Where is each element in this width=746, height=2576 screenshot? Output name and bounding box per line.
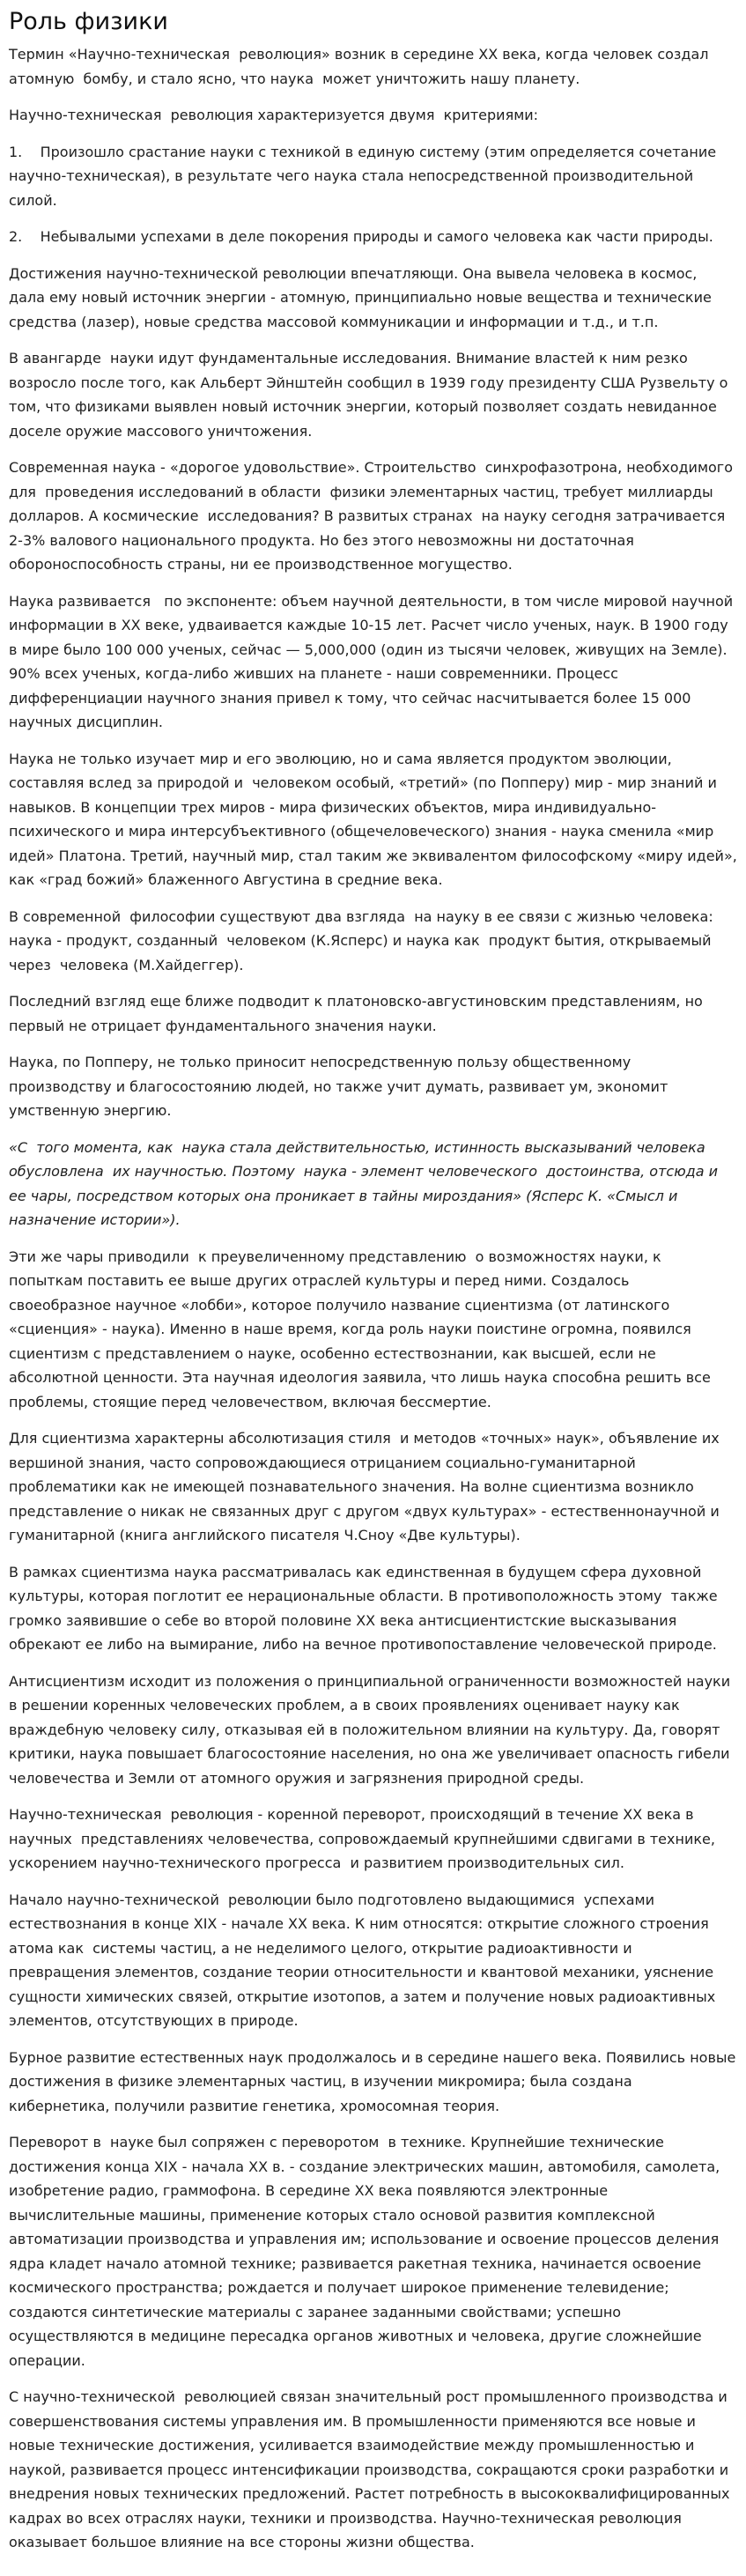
paragraph: Эти же чары приводили к преувеличенному представлению о возможностях науки, к попыткам поставить ее выше других отраслей культуры и перед ними. Создалось своеобразное научное «лобби», которое получило название сциентизма (от латинского «сциенция» - наука). Именно в наше время, когда роль науки поистине огромна, появился сциентизм с представлением о науке, особенно естествознании, как высшей, если не абсолютной ценности. Эта научная идеология заявила, что лишь наука способна решить все проблемы, стоящие перед человечеством, включая бессмертие. xyxy=(9,1247,715,1410)
paragraph: Наука развивается по экспоненте: объем научной деятельности, в том числе мировой научной информации в ХХ веке, удваивается каждые 10-15 лет. Расчет число ученых, наук. В 1900 году в мире было 100 000 ученых, сейчас — 5,000,000 (один из тысячи человек, живущих на Земле). 90% всех ученых, когда-либо живших на планете - наши современники. Процесс дифференциации научного знания привел к тому, что сейчас насчитывается более 15 000 научных дисциплин. xyxy=(9,592,738,730)
paragraph: В авангарде науки идут фундаментальные исследования. Внимание властей к ним резко возросло после того, как Альберт Эйнштейн сообщил в 1939 году президенту США Рузвельту о том, что физиками выявлен новый источник энергии, который позволяет создать невиданное доселе оружие массового уничтожения. xyxy=(9,350,733,440)
article-body xyxy=(9,42,742,2555)
paragraph: 2. Небывалыми успехами в деле покорения природы и самого человека как части природы. xyxy=(9,228,713,245)
paragraph: 1. Произошло срастание науки с техникой в единую систему (этим определяется сочетание научно-техническая), в результате чего наука стала непосредственной производительной силой. xyxy=(9,143,721,209)
paragraph: В современной философии существуют два взгляда на науку в ее связи с жизнью человека: наука - продукт, созданный человеком (К.Ясперс) и наука как продукт бытия, открываемый через человека (М.Хайдеггер). xyxy=(9,907,718,973)
paragraph: Современная наука - «дорогое удовольствие». Строительство синхрофазотрона, необходимого для проведения исследований в области физики элементарных частиц, требует миллиарды долларов. А космические исследования? В развитых странах на науку сегодня затрачивается 2-3% валового национального продукта. Но без этого невозможны ни достаточная обороноспособность страны, ни ее производственное могущество. xyxy=(9,459,738,573)
paragraph: Антисциентизм исходит из положения о принципиальной ограниченности возможностей науки в решении коренных человеческих проблем, а в своих проявлениях оценивает науку как враждебную человеку силу, отказывая ей в положительном влиянии на культуру. Да, говорят критики, наука повышает благосостояние населения, но она же увеличивает опасность гибели человечества и Земли от атомного оружия и загрязнения природной среды. xyxy=(9,1672,735,1787)
paragraph: Термин «Научно-техническая революция» возник в середине ХХ века, когда человек создал атомную бомбу, и стало ясно, что наука может уничтожить нашу планету. xyxy=(9,46,713,87)
paragraph: Бурное развитие естественных наук продолжалось и в середине нашего века. Появились новые достижения в физике элементарных частиц, в изучении микромира; была создана кибернетика, получили развитие генетика, хромосомная теория. xyxy=(9,2048,741,2114)
paragraph: Достижения научно-технической революции впечатляющи. Она вывела человека в космос, дала ему новый источник энергии - атомную, принципиально новые вещества и технические средства (лазер), новые средства массовой коммуникации и информации и т.д., и т.п. xyxy=(9,264,716,330)
paragraph: Наука не только изучает мир и его эволюцию, но и сама является продуктом эволюции, составляя вслед за природой и человеком особый, «третий» (по Попперу) мир - мир знаний и навыков. В концепции трех миров - мира физических объектов, мира индивидуально-психического и мира интерсубъективного (общечеловеческого) знания - наука сменила «мир идей» Платона. Третий, научный мир, стал таким же эквивалентом философскому «миру идей», как «град божий» блаженного Августина в средние века. xyxy=(9,750,742,888)
paragraph: Наука, по Попперу, не только приносит непосредственную пользу общественному производству и благосостоянию людей, но также учит думать, развивает ум, экономит умственную энергию. xyxy=(9,1054,673,1119)
paragraph: Научно-техническая революция характеризуется двумя критериями: xyxy=(9,107,539,123)
paragraph: Начало научно-технической революции было подготовлено выдающимися успехами естествознания в конце XIX - начале ХХ века. К ним относятся: открытие сложного строения атома как системы частиц, а не неделимого целого, открытие радиоактивности и превращения элементов, создание теории относительности и квантовой механики, уяснение сущности химических связей, открытие изотопов, а затем и получение новых радиоактивных элементов, отсутствующих в природе. xyxy=(9,1891,720,2029)
paragraph: Научно-техническая революция - коренной переворот, происходящий в течение ХХ века в научных представлениях человечества, сопровождаемый крупнейшими сдвигами в технике, ускорением научно-технического прогресса и развитием производительных сил. xyxy=(9,1806,720,1871)
paragraph: С научно-технической революцией связан значительный рост промышленного производства и совершенствования системы управления им. В промышленности применяются все новые и новые технические достижения, усиливается взаимодействие между промышленностью и наукой, развивается процесс интенсификации производства, сокращаются сроки разработки и внедрения новых технических предложений. Растет потребность в высококвалифицированных кадрах во всех отраслях науки, техники и производства. Научно-техническая революция оказывает большое влияние на все стороны жизни общества. xyxy=(9,2388,735,2550)
paragraph: В рамках сциентизма наука рассматривалась как единственная в будущем сфера духовной культуры, которая поглотит ее нерациональные области. В противоположность этому также громко заявившие о себе во второй половине ХХ века антисциентистские высказывания обрекают ее либо на вымирание, либо на вечное противопоставление человеческой природе. xyxy=(9,1563,722,1653)
page-title: Роль физики xyxy=(9,8,168,35)
paragraph: Последний взгляд еще ближе подводит к платоновско-августиновским представлениям, но первый не отрицает фундаментального значения науки. xyxy=(9,993,707,1034)
paragraph: Переворот в науке был сопряжен с переворотом в технике. Крупнейшие технические достижения конца XIX - начала ХХ в. - создание электрических машин, автомобиля, самолета, изобретение радио, граммофона. В середине ХХ века появляются электронные вычислительные машины, применение которых стало основой развития комплексной автоматизации производства и управления им; использование и освоение процессов деления ядра кладет начало атомной технике; развивается ракетная техника, начинается освоение космического пространства; рождается и получает широкое применение телевидение; создаются синтетические материалы с заранее заданными свойствами; успешно осуществляются в медицине пересадка органов животных и человека, другие сложнейшие операции. xyxy=(9,2134,725,2369)
paragraph: Для сциентизма характерны абсолютизация стиля и методов «точных» наук», объявление их вершиной знания, часто сопровождающиеся отрицанием социально-гуманитарной проблематики как не имеющей познавательного значения. На волне сциентизма возникло представление о никак не связанных друг с другом «двух культурах» - естественнонаучной и гуманитарной (книга английского писателя Ч.Сноу «Две культуры). xyxy=(9,1430,724,1543)
paragraph: «С того момента, как наука стала действительностью, истинность высказываний человека обусловлена их научностью. Поэтому наука - элемент человеческого достоинства, отсюда и ее чары, посредством которых она проникает в тайны мироздания» (Ясперс К. «Смысл и назначение истории»). xyxy=(9,1138,723,1228)
